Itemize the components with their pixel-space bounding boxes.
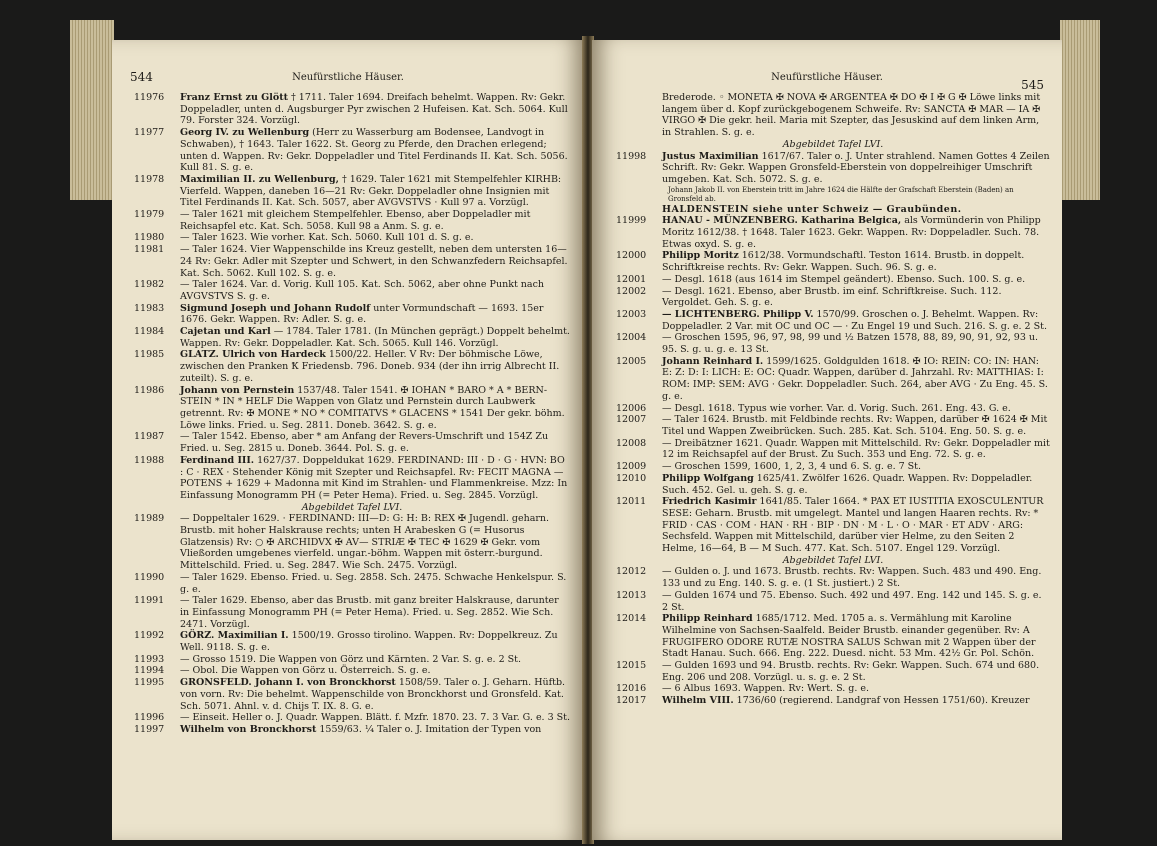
catalog-entry <box>616 590 1050 613</box>
ruler-name: GRONSFELD. Johann I. von Bronckhorst <box>180 677 396 689</box>
lot-number: 12004 <box>616 332 647 344</box>
lot-number: 12011 <box>616 496 647 508</box>
lot-description: — Taler 1624. Brustb. mit Feldbinde rechts. Rv: Wappen, darüber ✠ 1624 ✠ Mit Titel und Wappen Zweibrücken. Such. 285. Kat. Sch. 5104. Eng. 50. S. g. e. <box>662 414 1048 437</box>
lot-description: — Doppeltaler 1629. · FERDINAND: III—D: G: H: B: REX ✠ Jugendl. geharn. Brustb. mit hoher Halskrause rechts; unten H Arabesken G (= Husorus Glatzensis) Rv: ○ ✠ ARCHIDVX ✠ AV— STRIÆ ✠ TEC ✠ 1629 ✠ Gekr. vom Vließorden umgebenes vierfeld. ungar.-böhm. Wappen mit österr.-burgund. Mittelschild. Fried. u. Seg. 2847. Wie Sch. 2475. Vorzügl. <box>180 513 550 572</box>
section-reference: HALDENSTEIN siehe unter Schweiz — Graubünden. <box>662 203 962 215</box>
catalog-entry <box>616 695 1050 707</box>
lot-description: — Obol. Die Wappen von Görz u. Österreich. S. g. e. <box>180 665 431 677</box>
catalog-entry <box>616 414 1050 437</box>
ruler-name: GLATZ. Ulrich von Hardeck <box>180 349 326 361</box>
lot-description: — Dreibätzner 1621. Quadr. Wappen mit Mittelschild. Rv: Gekr. Doppeladler mit 12 im Reichsapfel auf der Brust. Zu Such. 353 und Eng. 72. S. g. e. <box>662 437 1050 461</box>
catalog-entry <box>134 385 570 432</box>
right-page-number: 545 <box>1021 78 1044 92</box>
lot-description: — Taler 1542. Ebenso, aber * am Anfang der Revers-Umschrift und 154Z Zu Fried. u. Seg. 2815 u. Doneb. 3644. Pol. S. g. e. <box>180 431 549 455</box>
catalog-entry <box>616 151 1050 186</box>
lot-description: 1570/99. Groschen o. J. Behelmt. Wappen. Rv: Doppeladler. 2 Var. mit OC und OC — · Zu Engel 19 und Such. 216. S. g. e. 2 St. <box>662 308 1047 332</box>
catalog-entry <box>616 309 1050 332</box>
ruler-name: Cajetan und Karl <box>180 326 271 338</box>
lot-description: 1627/37. Doppeldukat 1629. FERDINAND: III · D · G · HVN: BO : C · REX · Stehender König mit Szepter und Reichsapfel. Rv: FECIT MAGNA — POTENS + 1629 + Madonna mit Kind im Strahlen- und Flammenkreise. Mzz: In Einfassung Monogramm PH (= Peter Hema). Fried. u. Seg. 2845. Vorzügl. <box>180 454 568 501</box>
lot-description: — Desgl. 1618 (aus 1614 im Stempel geändert). Ebenso. Such. 100. S. g. e. <box>662 273 1026 285</box>
lot-description: 1559/63. ¼ Taler o. J. Imitation der Typen von <box>316 723 542 735</box>
catalog-entry <box>616 473 1050 496</box>
lot-description: — Desgl. 1618. Typus wie vorher. Var. d. Vorig. Such. 261. Eng. 43. G. e. <box>662 402 1011 414</box>
lot-number: 11988 <box>134 454 165 466</box>
lot-number: 11995 <box>134 677 165 689</box>
catalog-entry <box>616 566 1050 589</box>
lot-description: — Taler 1621 mit gleichem Stempelfehler. Ebenso, aber Doppeladler mit Reichsapfel etc. Kat. Sch. 5058. Kull 98 a Anm. S. g. e. <box>180 209 531 232</box>
lot-number: 12012 <box>616 566 647 578</box>
lot-description: — 1784. Taler 1781. (In München geprägt.) Doppelt behelmt. Wappen. Rv: Gekr. Doppeladler. Kat. Sch. 5065. Kull 146. Vorzügl. <box>180 326 570 349</box>
lot-number: 12010 <box>616 472 647 484</box>
lot-number: 11981 <box>134 244 165 256</box>
ruler-name: Philipp Wolfgang <box>662 472 754 484</box>
lot-description: unter Vormundschaft — 1693. 15er 1676. Gekr. Wappen. Rv: Adler. S. g. e. <box>180 302 544 326</box>
lot-number: 12009 <box>616 461 647 473</box>
lot-description: † 1629. Taler 1621 mit Stempelfehler KIRHB: Vierfeld. Wappen, daneben 16—21 Rv: Gekr. Doppeladler ohne Insignien mit Titel Ferdinands II. Kat. Sch. 5057, aber AVGVSTVS · Kull 97 a. Vorzügl. <box>180 173 562 209</box>
lot-number: 11977 <box>134 127 165 139</box>
lot-number: 11983 <box>134 302 165 314</box>
catalog-entry <box>616 356 1050 403</box>
left-page-number: 544 <box>130 70 153 84</box>
plate-reference: Abgebildet Tafel LVI. <box>782 554 884 566</box>
lot-number: 12001 <box>616 273 647 285</box>
catalog-entry <box>134 572 570 595</box>
right-running-header: Neufürstliche Häuser. <box>771 72 883 83</box>
ruler-name: Friedrich Kasimir <box>662 496 757 508</box>
ruler-name: Philipp Reinhard <box>662 613 753 625</box>
right-page <box>592 40 1062 840</box>
ruler-name: GÖRZ. Maximilian I. <box>180 630 289 642</box>
lot-number: 12013 <box>616 589 647 601</box>
catalog-entry <box>134 174 570 209</box>
lot-number: 11987 <box>134 431 165 443</box>
catalog-entry <box>616 461 1050 473</box>
lot-number: 12003 <box>616 308 647 320</box>
lot-description: 1641/85. Taler 1664. * PAX ET IUSTITIA EXOSCULENTUR SESE: Geharn. Brustb. mit umgelegt. Mantel und langen Haaren rechts. Rv: * FRID · CAS · COM · HAN · RH · BIP · DN · M · L · O · MAR · ET ADV · ARG: Sechsfeld. Wappen mit Mittelschild, darüber vier Helme, zu den Seiten 2 Helme, 16—64, B — M Such. 477. Kat. Sch. 5107. Engel 129. Vorzügl. <box>662 496 1044 555</box>
entry-continuation: Brederode. ◦ MONETA ✠ NOVA ✠ ARGENTEA ✠ DO ✠ I ✠ G ✠ Löwe links mit langem über d. Kopf zurückgebogenem Schweife. Rv: SANCTA ✠ MAR — IA ✠ VIRGO ✠ Die gekr. heil. Maria mit Szepter, das Jesuskind auf dem linken Arm, in Strahlen. S. g. e. <box>662 92 1041 139</box>
lot-description: — Desgl. 1621. Ebenso, aber Brustb. im einf. Schriftkreise. Such. 112. Vergoldet. Geh. S. g. e. <box>662 285 1002 309</box>
lot-number: 12006 <box>616 402 647 414</box>
catalog-entry <box>134 127 570 174</box>
lot-description: als Vormünderin von Philipp Moritz 1612/38. † 1648. Taler 1623. Gekr. Wappen. Rv: Doppeladler. Such. 78. Etwas oxyd. S. g. e. <box>662 215 1041 250</box>
lot-number: 12002 <box>616 285 647 297</box>
lot-description: — 6 Albus 1693. Wappen. Rv: Wert. S. g. e. <box>662 683 870 695</box>
catalog-entry <box>616 332 1050 355</box>
lot-number: 11980 <box>134 232 165 244</box>
catalog-entry <box>134 303 570 326</box>
ruler-name: Johann Reinhard I. <box>662 355 764 367</box>
catalog-entry <box>616 250 1050 273</box>
catalog-entry <box>134 92 570 127</box>
lot-description: — Grosso 1519. Die Wappen von Görz und Kärnten. 2 Var. S. g. e. 2 St. <box>180 653 522 665</box>
lot-description: — Einseit. Heller o. J. Quadr. Wappen. Blätt. f. Mzfr. 1870. 23. 7. 3 Var. G. e. 3 St. <box>180 712 571 724</box>
lot-number: 11978 <box>134 173 165 185</box>
catalog-entry <box>134 232 570 244</box>
footnote: Johann Jakob II. von Eberstein tritt im Jahre 1624 die Hälfte der Grafschaft Eberstein (Baden) an Gronsfeld ab. <box>668 185 1014 203</box>
lot-description: — Gulden 1674 und 75. Ebenso. Such. 492 und 497. Eng. 142 und 145. S. g. e. 2 St. <box>662 589 1042 613</box>
lot-number: 12015 <box>616 660 647 672</box>
lot-number: 11991 <box>134 595 165 607</box>
lot-number: 11979 <box>134 209 165 221</box>
lot-number: 12008 <box>616 437 647 449</box>
catalog-entry <box>134 244 570 279</box>
lot-number: 11997 <box>134 723 165 735</box>
catalog-entry <box>134 455 570 502</box>
ruler-name: Ferdinand III. <box>180 454 255 466</box>
lot-description: — Gulden o. J. und 1673. Brustb. rechts. Rv: Wappen. Such. 483 und 490. Eng. 133 und zu Eng. 140. S. g. e. (1 St. justiert.) 2 St. <box>662 566 1042 590</box>
lot-number: 12016 <box>616 683 647 695</box>
right-page-edges <box>1060 20 1100 200</box>
catalog-entry <box>134 630 570 653</box>
catalog-entry <box>616 496 1050 555</box>
right-catalog-entries <box>616 92 1050 707</box>
catalog-entry <box>616 660 1050 683</box>
catalog-entry <box>616 286 1050 309</box>
ruler-name: Justus Maximilian <box>662 150 759 162</box>
lot-number: 12005 <box>616 355 647 367</box>
catalog-entry <box>616 438 1050 461</box>
catalog-entry <box>134 724 570 736</box>
catalog-entry <box>616 613 1050 660</box>
lot-number: 11993 <box>134 653 165 665</box>
lot-description: — Gulden 1693 und 94. Brustb. rechts. Rv: Gekr. Wappen. Such. 674 und 680. Eng. 206 und 208. Vorzügl. u. s. g. e. 2 St. <box>662 660 1040 683</box>
catalog-entry <box>134 677 570 712</box>
left-page <box>112 40 584 840</box>
lot-description: — Taler 1629. Ebenso. Fried. u. Seg. 2858. Sch. 2475. Schwache Henkelspur. S. g. e. <box>180 571 567 595</box>
ruler-name: Georg IV. zu Wellenburg <box>180 127 310 139</box>
ruler-name: Wilhelm VIII. <box>662 695 734 707</box>
lot-description: 1612/38. Vormundschaftl. Teston 1614. Brustb. in doppelt. Schriftkreise rechts. Rv: Gekr. Wappen. Such. 96. S. g. e. <box>662 250 1025 274</box>
lot-number: 11992 <box>134 630 165 642</box>
catalog-entry <box>134 279 570 302</box>
catalog-entry <box>616 215 1050 250</box>
lot-number: 12000 <box>616 250 647 262</box>
lot-number: 11990 <box>134 571 165 583</box>
lot-number: 11989 <box>134 513 165 525</box>
catalog-entry <box>134 349 570 384</box>
lot-description: — Taler 1629. Ebenso, aber das Brustb. mit ganz breiter Halskrause, darunter in Einfassung Monogramm PH (= Peter Hema). Fried. u. Seg. 2852. Wie Sch. 2471. Vorzügl. <box>180 595 559 630</box>
lot-description: † 1711. Taler 1694. Dreifach behelmt. Wappen. Rv: Gekr. Doppeladler, unten d. Augsburger Pyr zwischen 2 Hufeisen. Kat. Sch. 5064. Kull 79. Forster 324. Vorzügl. <box>180 92 568 127</box>
left-running-header: Neufürstliche Häuser. <box>292 72 404 83</box>
catalog-entry <box>134 431 570 454</box>
ruler-name: Franz Ernst zu Glött <box>180 92 288 103</box>
lot-description: — Groschen 1595, 96, 97, 98, 99 und ½ Batzen 1578, 88, 89, 90, 91, 92, 93 u. 95. S. g. u. g. e. 13 St. <box>662 332 1039 356</box>
left-catalog-entries <box>134 92 570 736</box>
plate-reference: Abgebildet Tafel LVI. <box>782 138 884 150</box>
plate-reference: Abgebildet Tafel LVI. <box>301 501 403 513</box>
catalog-entry <box>134 665 570 677</box>
lot-number: 11999 <box>616 215 647 227</box>
lot-description: 1508/59. Taler o. J. Geharn. Hüftb. von vorn. Rv: Die behelmt. Wappenschilde von Bronckhorst und Gronsfeld. Kat. Sch. 5071. Ahnl. v. d. Chijs T. IX. 8. G. e. <box>180 677 566 712</box>
catalog-entry <box>134 712 570 724</box>
lot-description: 1625/41. Zwölfer 1626. Quadr. Wappen. Rv: Doppeladler. Such. 452. Gel. u. geh. S. g. e. <box>662 472 1033 496</box>
ruler-name: Sigmund Joseph und Johann Rudolf <box>180 302 371 314</box>
lot-number: 11982 <box>134 279 165 291</box>
catalog-entry <box>616 403 1050 415</box>
catalog-entry <box>616 683 1050 695</box>
lot-description: 1500/22. Heller. V Rv: Der böhmische Löwe, zwischen den Pranken Ꝁ Friedensb. 796. Doneb. 934 (der ihn irrig Albrecht II. zuteilt). S. g. e. <box>180 349 560 384</box>
lot-number: 11985 <box>134 349 165 361</box>
lot-description: 1736/60 (regierend. Landgraf von Hessen 1751/60). Kreuzer <box>733 695 1030 707</box>
lot-description: — Taler 1624. Var. d. Vorig. Kull 105. Kat. Sch. 5062, aber ohne Punkt nach AVGVSTVS S. g. e. <box>180 279 545 302</box>
lot-number: 11996 <box>134 712 165 724</box>
catalog-entry <box>134 513 570 572</box>
ruler-name: HANAU - MÜNZENBERG. Katharina Belgica, <box>662 215 902 227</box>
ruler-name: Wilhelm von Bronckhorst <box>180 723 317 735</box>
catalog-entry <box>134 654 570 666</box>
lot-description: (Herr zu Wasserburg am Bodensee, Landvogt in Schwaben), † 1643. Taler 1622. St. Georg zu Pferde, den Drachen erlegend; unten d. Wappen. Rv: Gekr. Doppeladler und Titel Ferdinands II. Kat. Sch. 5056. Kull 81. S. g. e. <box>180 127 568 174</box>
lot-number: 11994 <box>134 665 165 677</box>
ruler-name: — LICHTENBERG. Philipp V. <box>662 308 814 320</box>
catalog-entry <box>616 274 1050 286</box>
lot-description: — Taler 1624. Vier Wappenschilde ins Kreuz gestellt, neben dem untersten 16—24 Rv: Gekr. Adler mit Szepter und Schwert, in den Schwanzfedern Reichsapfel. Kat. Sch. 5062. Kull 102. S. g. e. <box>180 244 568 279</box>
lot-number: 11998 <box>616 150 647 162</box>
lot-description: 1617/67. Taler o. J. Unter strahlend. Namen Gottes 4 Zeilen Schrift. Rv: Gekr. Wappen Gronsfeld-Eberstein von doppelreihiger Umschrift umgeben. Kat. Sch. 5072. S. g. e. <box>662 150 1050 185</box>
lot-description: 1685/1712. Med. 1705 a. s. Vermählung mit Karoline Wilhelmine von Sachsen-Saalfeld. Beider Brustb. einander gegenüber. Rv: A FRUGIFERO ODORE RUTÆ NOSTRA SALUS Schwan mit 2 Wappen über der Stadt Hanau. Such. 666. Eng. 222. Duesd. nicht. 53 Mm. 42½ Gr. Pol. Schön. <box>662 613 1036 660</box>
ruler-name: Johann von Pernstein <box>180 384 295 396</box>
lot-number: 12007 <box>616 414 647 426</box>
lot-description: 1599/1625. Goldgulden 1618. ✠ IO: REIN: CO: IN: HAN: E: Z: D: I: LICH: E: OC: Quadr. Wappen, darüber d. Jahrzahl. Rv: MATTHIAS: I: ROM: IMP: SEM: AVG · Gekr. Doppeladler. Such. 264, aber AVG · Zu Eng. 45. S. g. e. <box>662 355 1048 402</box>
ruler-name: Philipp Moritz <box>662 250 739 262</box>
ruler-name: Maximilian II. zu Wellenburg, <box>180 173 339 185</box>
lot-number: 11976 <box>134 92 165 103</box>
lot-description: — Groschen 1599, 1600, 1, 2, 3, 4 und 6. S. g. e. 7 St. <box>662 461 922 473</box>
lot-description: — Taler 1623. Wie vorher. Kat. Sch. 5060. Kull 101 d. S. g. e. <box>180 232 474 244</box>
left-page-edges <box>70 20 114 200</box>
lot-number: 11984 <box>134 326 165 338</box>
catalog-entry <box>134 326 570 349</box>
catalog-entry <box>134 595 570 630</box>
catalog-entry <box>134 209 570 232</box>
lot-number: 12014 <box>616 613 647 625</box>
lot-description: 1500/19. Grosso tirolino. Wappen. Rv: Doppelkreuz. Zu Well. 9118. S. g. e. <box>180 630 558 654</box>
lot-number: 12017 <box>616 695 647 707</box>
lot-description: 1537/48. Taler 1541. ✠ IOHAN * BARO * A * BERN-STEIN * IN * HELF Die Wappen von Glatz und Pernstein durch Laubwerk getrennt. Rv: ✠ MONE * NO * COMITATVS * GLACENS * 1541 Der gekr. böhm. Löwe links. Fried. u. Seg. 2811. Doneb. 3642. S. g. e. <box>180 384 565 431</box>
lot-number: 11986 <box>134 384 165 396</box>
